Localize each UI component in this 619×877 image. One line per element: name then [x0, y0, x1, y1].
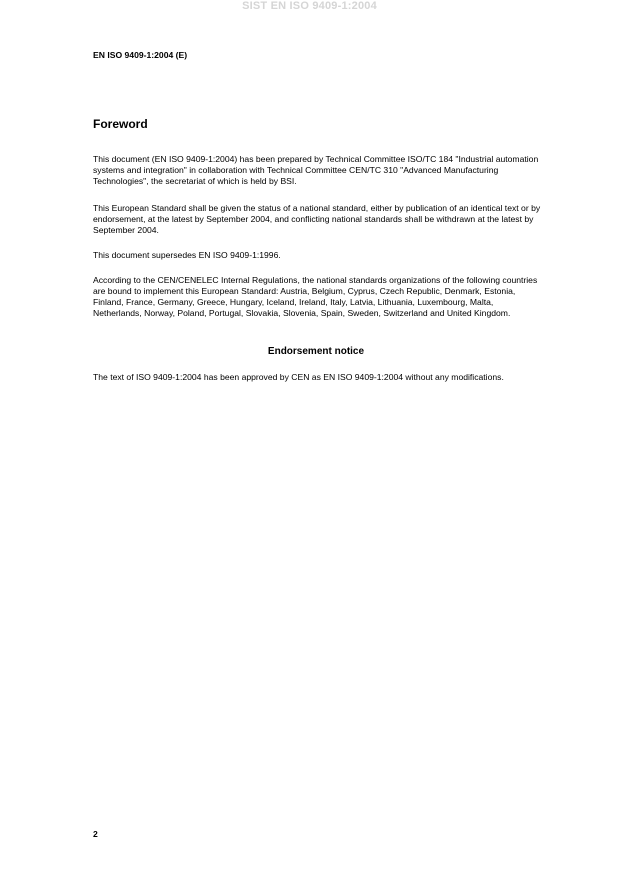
- watermark: SIST EN ISO 9409-1:2004: [242, 0, 377, 12]
- endorsement-text: The text of ISO 9409-1:2004 has been approved by CEN as EN ISO 9409-1:2004 without any modifications.: [93, 372, 504, 382]
- page-number: 2: [93, 829, 98, 839]
- foreword-paragraph-3: This document supersedes EN ISO 9409-1:1996.: [93, 250, 281, 260]
- foreword-paragraph-4: According to the CEN/CENELEC Internal Regulations, the national standards organizations of the following countries are bound to implement this European Standard: Austria, Belgium, Cyprus, Czech Republic, Denmark, Estonia, Finland, France, Germany, Greece, Hungary, Iceland, Ireland, Italy, Latvia, Lithuania, Luxembourg, Malta, Netherlands, Norway, Poland, Portugal, Slovakia, Slovenia, Spain, Sweden, Switzerland and United Kingdom.: [93, 275, 538, 318]
- document-id: EN ISO 9409-1:2004 (E): [93, 50, 188, 60]
- foreword-paragraph-1: This document (EN ISO 9409-1:2004) has been prepared by Technical Committee ISO/TC 184 "Industrial automation systems and integration" in collaboration with Technical Committee CEN/TC 310 "Advanced Manufacturing Technologies", the secretariat of which is held by BSI.: [93, 154, 539, 186]
- foreword-heading: Foreword: [93, 117, 148, 131]
- foreword-paragraph-2: This European Standard shall be given the status of a national standard, either by publication of an identical text or by endorsement, at the latest by September 2004, and conflicting national standards shall be withdrawn at the latest by September 2004.: [93, 203, 541, 235]
- endorsement-heading: Endorsement notice: [267, 346, 365, 357]
